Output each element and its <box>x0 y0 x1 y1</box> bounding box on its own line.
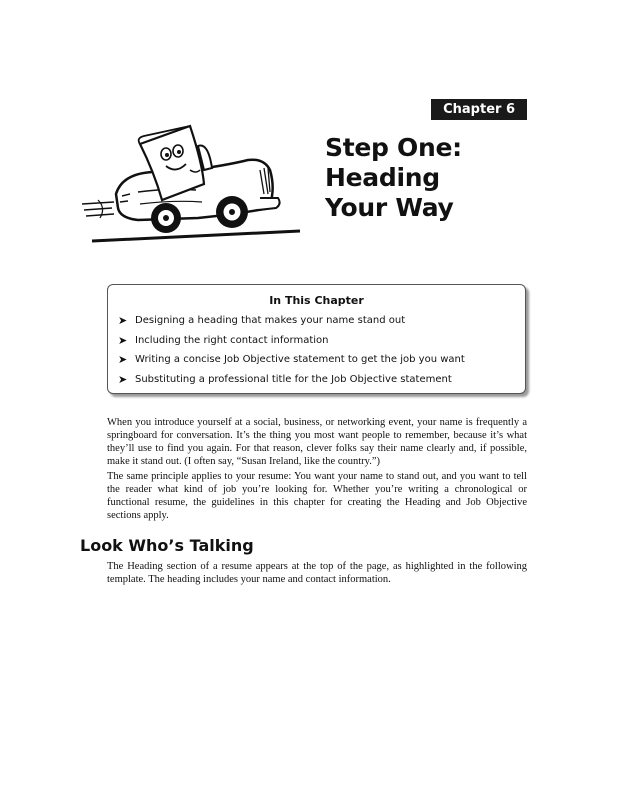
title-line-3: Your Way <box>325 193 454 222</box>
list-item <box>118 334 519 354</box>
chapter-topics-list <box>118 314 519 392</box>
intro-paragraph: When you introduce yourself at a social, business, or networking event, your name is frequently a springboard for conversation. It’s the thing you most want people to remember, because it’s what they’ll use to find you again. For that reason, clever folks say their name clearly and, if possible, make it stand out. (I often say, “Susan Ireland, like the country.”) <box>107 417 527 467</box>
in-this-chapter-box <box>107 284 526 394</box>
arrow-bullet-icon: ➤ <box>118 372 128 386</box>
list-item-text: Including the right contact information <box>135 334 329 346</box>
list-item <box>118 353 519 373</box>
list-item <box>118 314 519 334</box>
list-item-text: Designing a heading that makes your name stand out <box>135 315 406 326</box>
title-line-1: Step One: <box>325 133 462 162</box>
resume-car-illustration-icon <box>78 108 310 253</box>
principle-paragraph: The same principle applies to your resume: You want your name to stand out, and you want to tell the reader what kind of job you’re looking for. Whether you’re writing a chronological or functional resume, the guidelines in this chapter for creating the Heading and Job Objective sections apply. <box>107 471 527 521</box>
arrow-bullet-icon: ➤ <box>118 333 128 347</box>
arrow-bullet-icon: ➤ <box>118 353 128 366</box>
list-item-text: Substituting a professional title for the Job Objective statement <box>135 373 452 385</box>
section-heading: Look Who’s Talking <box>80 536 254 555</box>
heading-section-paragraph: The Heading section of a resume appears at the top of the page, as highlighted in the following template. The heading includes your name and contact information. <box>107 561 527 585</box>
in-this-chapter-heading: In This Chapter <box>269 294 364 307</box>
arrow-bullet-icon: ➤ <box>118 314 128 327</box>
title-line-2: Heading <box>325 163 440 192</box>
list-item-text: Writing a concise Job Objective statement to get the job you want <box>135 354 465 365</box>
chapter-label: Chapter 6 <box>431 99 527 120</box>
list-item <box>118 373 519 393</box>
chapter-title <box>325 133 462 223</box>
